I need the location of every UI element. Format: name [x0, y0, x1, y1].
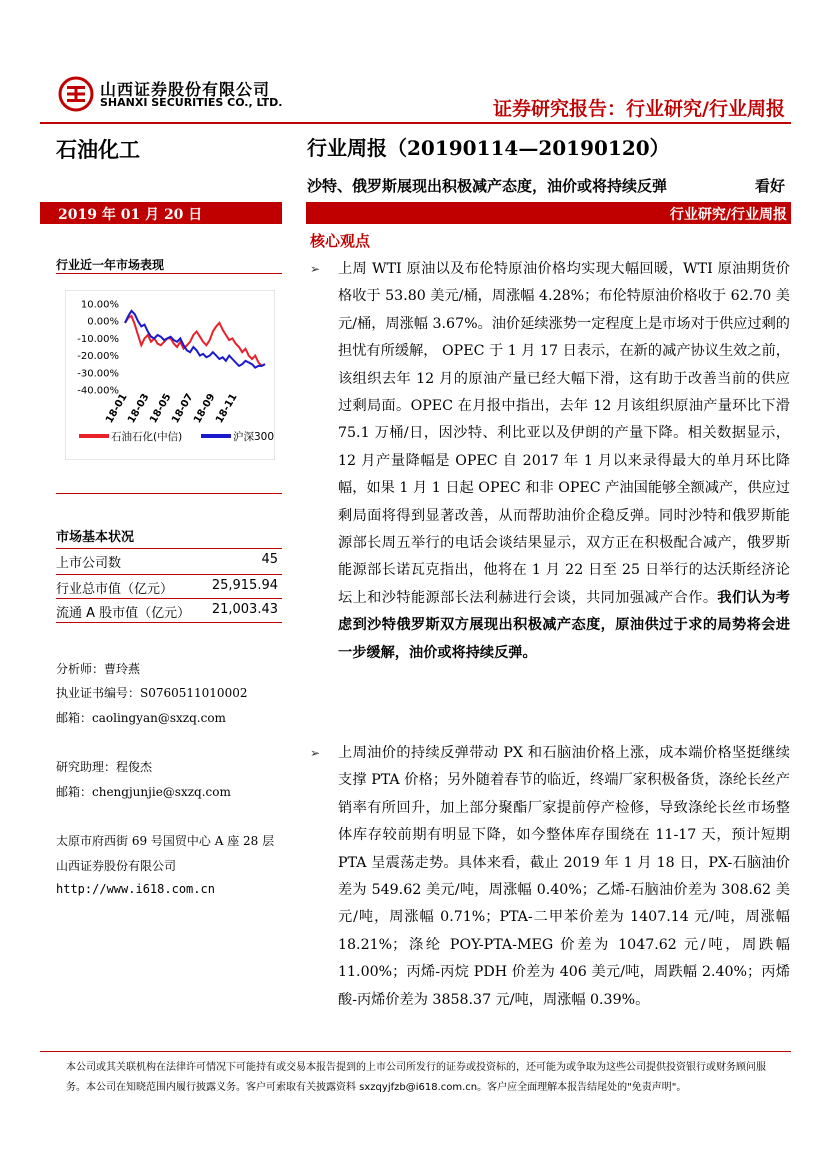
core-views-heading: 核心观点: [310, 232, 371, 250]
header-divider: [40, 122, 791, 124]
market-row: [56, 598, 282, 620]
analyst-cert: 执业证书编号：S0760511010002: [56, 686, 248, 700]
divider: [56, 493, 282, 494]
paragraph-conclusion: 我们认为考虑到沙特俄罗斯双方展现出积极减产态度，原油供过于求的局势将会进一步缓解，油价或将持续反弹。: [338, 589, 790, 661]
company-name: 山西证券股份有限公司: [56, 859, 177, 873]
assistant-name: 研究助理：程俊杰: [56, 760, 153, 774]
market-row: [56, 548, 282, 570]
report-type: 证券研究报告：行业研究/行业周报: [493, 98, 785, 120]
market-row: [56, 574, 282, 596]
performance-title: 行业近一年市场表现: [56, 258, 165, 272]
y-tick-label: -40.00%: [77, 385, 119, 397]
y-tick-label: 10.00%: [80, 299, 119, 311]
market-value: 21,003.43: [211, 602, 278, 617]
assistant-email[interactable]: 邮箱：chengjunjie@sxzq.com: [56, 785, 231, 799]
bullet-icon: ➢: [310, 746, 321, 760]
company-url[interactable]: http://www.i618.com.cn: [56, 882, 215, 896]
legend-label: 石油石化(中信): [111, 431, 183, 443]
x-tick-label: 18-03: [126, 392, 152, 426]
footer-divider: [40, 1051, 791, 1052]
report-subtitle: 沙特、俄罗斯展现出积极减产态度，油价或将持续反弹: [307, 177, 668, 195]
analyst-email[interactable]: 邮箱：caolingyan@sxzq.com: [56, 711, 226, 725]
company-address: 太原市府西街 69 号国贸中心 A 座 28 层: [56, 834, 275, 848]
industry-name: 石油化工: [56, 138, 140, 162]
rating: 看好: [754, 177, 785, 195]
y-tick-label: -30.00%: [77, 368, 119, 380]
market-label: 上市公司数: [56, 556, 122, 571]
company-name-cn: 山西证券股份有限公司: [100, 80, 271, 99]
market-value: 45: [261, 552, 278, 567]
analyst-name: 分析师：曹玲燕: [56, 662, 141, 676]
market-label: 流通 A 股市值（亿元）: [56, 606, 191, 621]
report-tag: 行业研究/行业周报: [306, 202, 791, 224]
disclaimer: 本公司或其关联机构在法律许可情况下可能持有或交易本报告提到的上市公司所发行的证券或投资标的，还可能为或争取为这些公司提供投资银行或财务顾问服务。本公司在知晓范围内履行披露义务。客户可索取有关披露资料 sxzqyjfzb@i618.com.cn。客户应全面理解本报告结尾处的"免责声明"。: [66, 1062, 766, 1093]
x-tick-label: 18-11: [214, 392, 240, 426]
performance-chart: [65, 290, 275, 460]
market-label: 行业总市值（亿元）: [56, 582, 174, 597]
x-tick-label: 18-01: [104, 392, 130, 426]
y-tick-label: -20.00%: [77, 351, 119, 363]
paragraph-oil: [338, 256, 790, 667]
divider: [56, 622, 282, 623]
legend-swatch: [201, 434, 231, 438]
report-date: 2019 年 01 月 20 日: [40, 202, 282, 224]
company-logo: [58, 76, 94, 112]
paragraph-text: 上周 WTI 原油以及布伦特原油价格均实现大幅回暖，WTI 原油期货价格收于 53.80 美元/桶，周涨幅 4.28%；布伦特原油价格收于 62.70 美元/桶，周涨幅 3.67%。油价延续涨势一定程度上是市场对于供应过剩的担忧有所缓解， OPEC 于 1 月 17 日表示，在新的减产协议生效之前，该组织去年 12 月的原油产量已经大幅下滑，这有助于改善当前的供应过剩局面。OPEC 在月报中指出，去年 12 月该组织原油产量环比下滑 75.1 万桶/日，因沙特、利比亚以及伊朗的产量下降。相关数据显示，12 月产量降幅是 OPEC 自 2017 年 1 月以来录得最大的单月环比降幅，如果 1 月 1 日起 OPEC 和非 OPEC 产油国能够全额减产，供应过剩局面将得到显著改善，从而帮助油价企稳反弹。同时沙特和俄罗斯能源部长周五举行的电话会谈结果显示，双方正在积极配合减产，俄罗斯能源部长诺瓦克指出，他将在 1 月 22 日至 25 日举行的达沃斯经济论坛上和沙特能源部长法利赫进行会谈，共同加强减产合作。: [338, 261, 790, 606]
legend-label: 沪深300: [233, 431, 275, 443]
market-basics-title: 市场基本状况: [56, 530, 135, 545]
x-tick-label: 18-09: [192, 392, 218, 426]
paragraph-pta: 上周油价的持续反弹带动 PX 和石脑油价格上涨，成本端价格坚挺继续支撑 PTA 价格；另外随着春节的临近，终端厂家积极备货，涤纶长丝产销率有所回升，加上部分聚酯厂家提前停产检修，导致涤纶长丝市场整体库存较前期有明显下降，如今整体库存围绕在 11-17 天，预计短期 PTA 呈震荡走势。具体来看，截止 2019 年 1 月 18 日，PX-石脑油价差为 549.62 美元/吨，周涨幅 0.40%；乙烯-石脑油价差为 308.62 美元/吨，周涨幅 0.71%；PTA-二甲苯价差为 1407.14 元/吨，周涨幅 18.21%；涤纶 POY-PTA-MEG 价差为 1047.62 元/吨，周跌幅 11.00%；丙烯-丙烷 PDH 价差为 406 美元/吨，周跌幅 2.40%；丙烯酸-丙烯价差为 3858.37 元/吨，周涨幅 0.39%。: [338, 745, 790, 1008]
divider: [56, 273, 282, 274]
y-tick-label: 0.00%: [87, 316, 119, 328]
bullet-icon: ➢: [310, 262, 321, 276]
x-tick-label: 18-07: [170, 392, 196, 426]
company-name-en: SHANXI SECURITIES CO., LTD.: [100, 96, 283, 109]
y-tick-label: -10.00%: [77, 333, 119, 345]
report-title: 行业周报（20190114—20190120）: [307, 136, 670, 160]
x-tick-label: 18-05: [148, 392, 174, 426]
legend-swatch: [79, 434, 109, 438]
market-value: 25,915.94: [211, 578, 278, 593]
